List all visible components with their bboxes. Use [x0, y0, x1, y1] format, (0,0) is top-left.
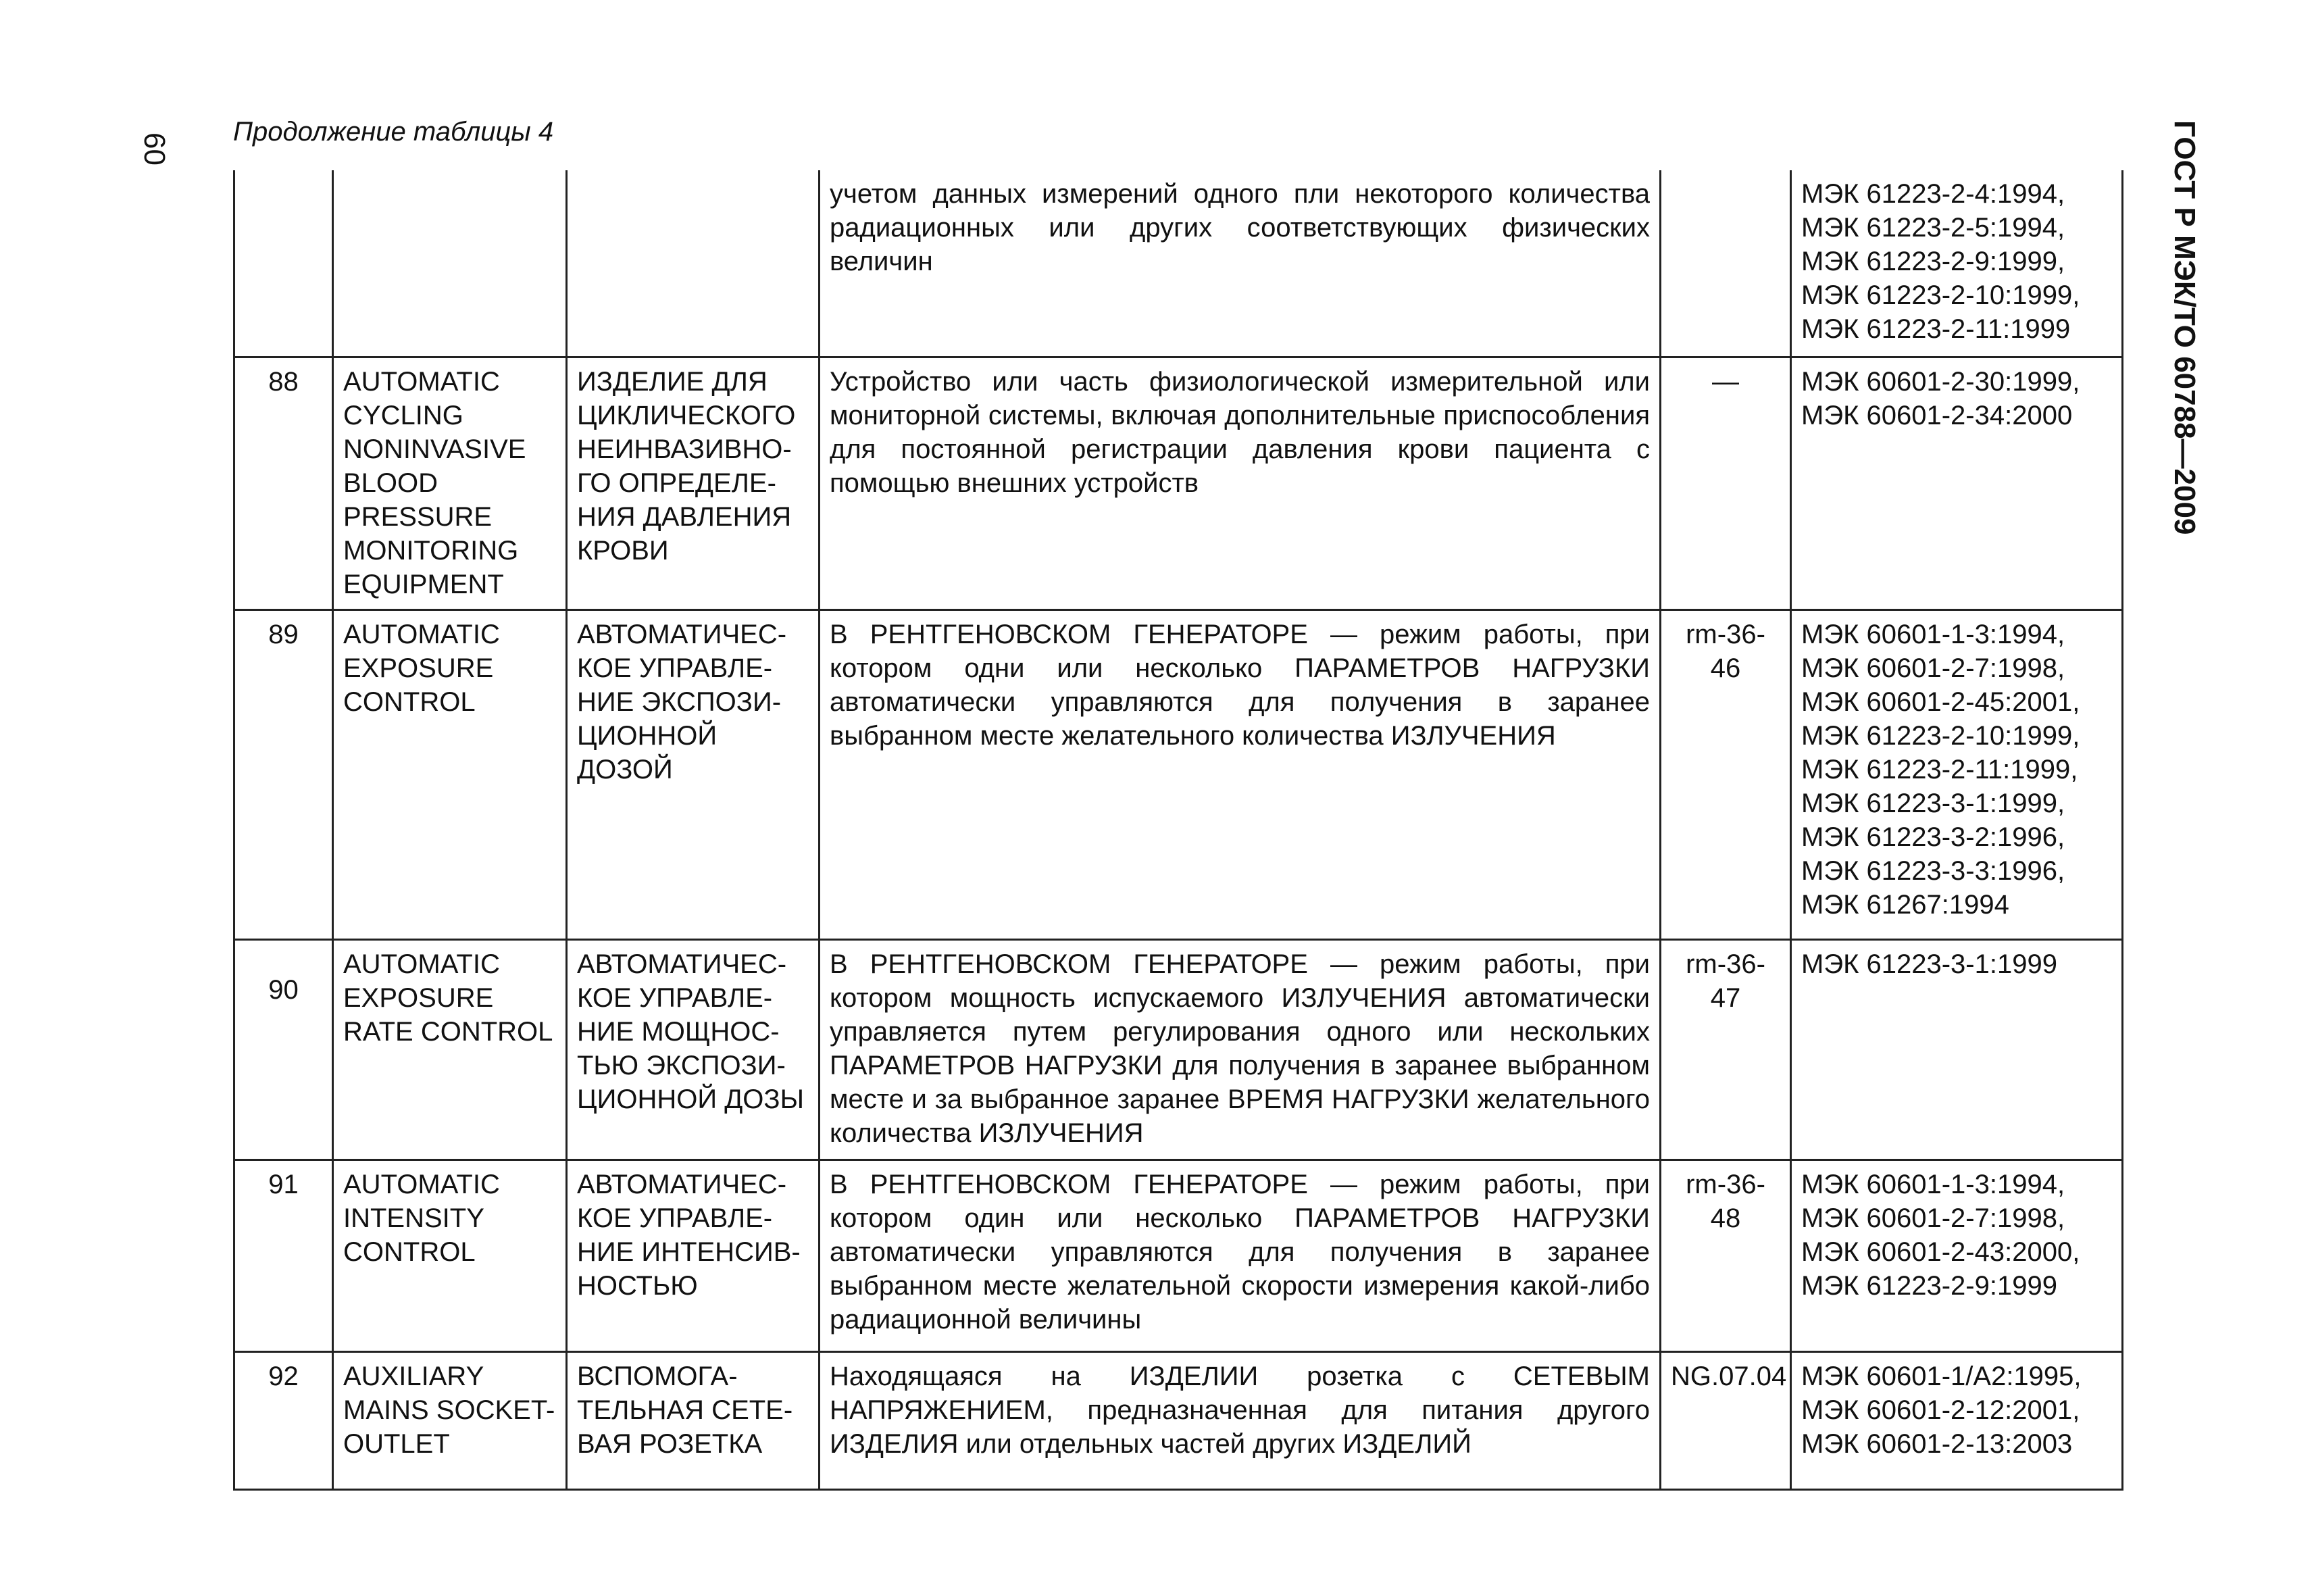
standard-reference: МЭК 60601-2-13:2003: [1801, 1428, 2073, 1459]
term-russian: АВТОМАТИЧЕС-КОЕ УПРАВЛЕ-НИЕ ИНТЕНСИВ-НОСТЬЮ: [567, 1159, 820, 1351]
term-definition: В РЕНТГЕНОВСКОМ ГЕНЕРАТОРЕ — режим работы, при котором одни или несколько ПАРАМЕТРОВ НАГРУЗКИ автоматически управляются для получения в заранее выбранном месте желательного количества ИЗЛУЧЕНИЯ: [820, 609, 1661, 939]
standard-reference: МЭК 61223-2-11:1999: [1801, 314, 2071, 344]
table-row: [234, 609, 2123, 939]
standard-reference: МЭК 60601-1/A2:1995,: [1801, 1361, 2082, 1391]
term-definition: Устройство или часть физиологической измерительной или мониторной системы, включая дополнительные приспособления для постоянной регистрации давления крови пациента с помощью внешних устройств: [820, 357, 1661, 609]
standard-reference: МЭК 61223-3-3:1996,: [1801, 855, 2065, 886]
term-standards: [1791, 1159, 2123, 1351]
term-russian: [567, 170, 820, 357]
standard-reference: МЭК 61267:1994: [1801, 889, 2009, 920]
term-standards: [1791, 609, 2123, 939]
standard-reference: МЭК 61223-3-1:1999: [1801, 949, 2057, 979]
standard-reference: МЭК 61223-3-2:1996,: [1801, 822, 2065, 852]
term-definition: Находящаяся на ИЗДЕЛИИ розетка с СЕТЕВЫМ НАПРЯЖЕНИЕМ, предназначенная для питания другого ИЗДЕЛИЯ или отдельных частей других ИЗДЕЛИЙ: [820, 1351, 1661, 1489]
term-english: AUTOMATIC EXPOSURE RATE CONTROL: [333, 939, 567, 1159]
standard-reference: МЭК 61223-2-9:1999,: [1801, 247, 2065, 276]
table-row: [234, 1351, 2123, 1489]
term-english: AUXILIARY MAINS SOCKET-OUTLET: [333, 1351, 567, 1489]
standard-reference: МЭК 60601-2-43:2000,: [1801, 1237, 2080, 1267]
standard-reference: МЭК 60601-2-7:1998,: [1801, 1203, 2065, 1233]
row-number: 90: [234, 939, 333, 1159]
term-definition: учетом данных измерений одного пли некоторого количества радиационных или других соответствующих физических величин: [820, 170, 1661, 357]
standard-reference: МЭК 60601-1-3:1994,: [1801, 1169, 2065, 1199]
standard-reference: МЭК 60601-2-7:1998,: [1801, 653, 2065, 683]
row-number: 92: [234, 1351, 333, 1489]
term-definition: В РЕНТГЕНОВСКОМ ГЕНЕРАТОРЕ — режим работы, при котором один или несколько ПАРАМЕТРОВ НАГРУЗКИ автоматически управляются для получения в заранее выбранном месте желательной скорости измерения какой-либо радиационной величины: [820, 1159, 1661, 1351]
term-russian: ВСПОМОГА-ТЕЛЬНАЯ СЕТЕ-ВАЯ РОЗЕТКА: [567, 1351, 820, 1489]
standard-reference: МЭК 61223-2-9:1999: [1801, 1270, 2057, 1301]
table-row: [234, 939, 2123, 1159]
term-standards: [1791, 170, 2123, 357]
standard-reference: МЭК 60601-2-45:2001,: [1801, 687, 2080, 717]
term-russian: ИЗДЕЛИЕ ДЛЯ ЦИКЛИЧЕСКОГО НЕИНВАЗИВНО-ГО ОПРЕДЕЛЕ-НИЯ ДАВЛЕНИЯ КРОВИ: [567, 357, 820, 609]
standard-reference: МЭК 61223-2-10:1999,: [1801, 280, 2080, 310]
term-russian: АВТОМАТИЧЕС-КОЕ УПРАВЛЕ-НИЕ МОЩНОС-ТЬЮ ЭКСПОЗИ-ЦИОННОЙ ДОЗЫ: [567, 939, 820, 1159]
terms-table: [233, 170, 2123, 1491]
page-number: 60: [138, 132, 171, 166]
row-number: 89: [234, 609, 333, 939]
standard-reference: МЭК 60601-2-30:1999,: [1801, 366, 2080, 397]
document-code: ГОСТ Р МЭК/ТО 60788—2009: [2168, 120, 2201, 535]
term-standards: [1791, 939, 2123, 1159]
term-english: [333, 170, 567, 357]
term-english: AUTOMATIC EXPOSURE CONTROL: [333, 609, 567, 939]
term-reference-code: —: [1661, 357, 1791, 609]
term-definition: В РЕНТГЕНОВСКОМ ГЕНЕРАТОРЕ — режим работы, при котором мощность испускаемого ИЗЛУЧЕНИЯ автоматически управляется путем регулирования одного или нескольких ПАРАМЕТРОВ НАГРУЗКИ для получения в заранее выбранном месте и за выбранное заранее ВРЕМЯ НАГРУЗКИ желательного количества ИЗЛУЧЕНИЯ: [820, 939, 1661, 1159]
term-english: AUTOMATIC CYCLING NONINVASIVE BLOOD PRESSURE MONITORING EQUIPMENT: [333, 357, 567, 609]
row-number: [234, 170, 333, 357]
term-english: AUTOMATIC INTENSITY CONTROL: [333, 1159, 567, 1351]
standard-reference: МЭК 60601-1-3:1994,: [1801, 619, 2065, 649]
standard-reference: МЭК 61223-2-11:1999,: [1801, 754, 2078, 784]
standard-reference: МЭК 60601-2-34:2000: [1801, 400, 2073, 430]
term-reference-code: rm-36-47: [1661, 939, 1791, 1159]
term-reference-code: rm-36-46: [1661, 609, 1791, 939]
term-reference-code: rm-36-48: [1661, 1159, 1791, 1351]
standard-reference: МЭК 61223-2-4:1994,: [1801, 179, 2065, 209]
table-row: [234, 357, 2123, 609]
term-russian: АВТОМАТИЧЕС-КОЕ УПРАВЛЕ-НИЕ ЭКСПОЗИ-ЦИОННОЙ ДОЗОЙ: [567, 609, 820, 939]
standard-reference: МЭК 61223-3-1:1999,: [1801, 788, 2065, 818]
row-number: 88: [234, 357, 333, 609]
term-reference-code: NG.07.04: [1661, 1351, 1791, 1489]
standard-reference: МЭК 61223-2-5:1994,: [1801, 213, 2065, 243]
standard-reference: МЭК 60601-2-12:2001,: [1801, 1395, 2080, 1425]
table-row: [234, 1159, 2123, 1351]
term-standards: [1791, 357, 2123, 609]
standard-reference: МЭК 61223-2-10:1999,: [1801, 720, 2080, 751]
term-reference-code: [1661, 170, 1791, 357]
table-row: [234, 170, 2123, 357]
table-continuation-caption: Продолжение таблицы 4: [233, 117, 554, 147]
term-standards: [1791, 1351, 2123, 1489]
row-number: 91: [234, 1159, 333, 1351]
